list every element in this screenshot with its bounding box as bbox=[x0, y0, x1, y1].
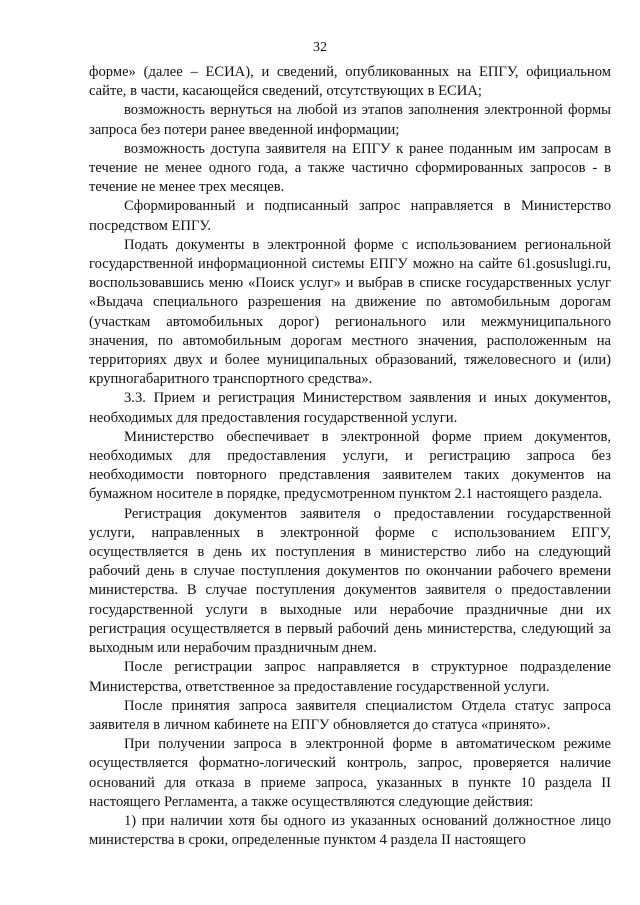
paragraph-access-to-requests: возможность доступа заявителя на ЕПГУ к ранее поданным им запросам в течение не менее одного года, а также частично сформированных запросов - в течение не менее трех месяцев. bbox=[89, 140, 611, 196]
paragraph-esia-continuation: форме» (далее – ЕСИА), и сведений, опубликованных на ЕПГУ, официальном сайте, в части, касающейся сведений, отсутствующих в ЕСИА; bbox=[89, 64, 611, 100]
paragraph-request-sent: Сформированный и подписанный запрос направляется в Министерство посредством ЕПГУ. bbox=[89, 198, 611, 234]
paragraph-registration: Регистрация документов заявителя о предоставлении государственной услуги, направленных в электронной форме с использованием ЕПГУ, осуществляется в день их поступления в министерство либо на следующий рабочий день в случае поступления документов по окончании рабочего времени министерства. В случае поступления документов заявителя о предоставлении государственной услуги в выходные или нерабочие праздничные дни их регистрация осуществляется в первый рабочий день министерства, следующий за выходным или нерабочим праздничным днем. bbox=[89, 505, 611, 657]
paragraph-after-registration: После регистрации запрос направляется в структурное подразделение Министерства, ответственное за предоставление государственной услуги. bbox=[89, 659, 611, 695]
paragraph-status-accepted: После принятия запроса заявителя специалистом Отдела статус запроса заявителя в личном кабинете на ЕПГУ обновляется до статуса «принято». bbox=[89, 697, 611, 733]
paragraph-return-to-stage: возможность вернуться на любой из этапов заполнения электронной формы запроса без потери ранее введенной информации; bbox=[89, 102, 611, 138]
paragraph-item-1: 1) при наличии хотя бы одного из указанных оснований должностное лицо министерства в сроки, определенные пунктом 4 раздела II настоящего bbox=[89, 812, 611, 849]
paragraph-section-3-3: 3.3. Прием и регистрация Министерством заявления и иных документов, необходимых для предоставления государственной услуги. bbox=[89, 390, 611, 426]
paragraph-ministry-provides: Министерство обеспечивает в электронной форме прием документов, необходимых для предоставления услуги, и регистрацию запроса без необходимости повторного представления заявителем таких документов на бумажном носителе в порядке, предусмотренном пунктом 2.1 настоящего раздела. bbox=[89, 428, 611, 503]
page-number: 32 bbox=[313, 40, 327, 55]
paragraph-submit-electronic: Подать документы в электронной форме с использованием региональной государственной информационной системы ЕПГУ можно на сайте 61.gosuslugi.ru, воспользовавшись меню «Поиск услуг» и выбрав в списке государственных услуг «Выдача специального разрешения на движение по автомобильным дорогам (участкам автомобильных дорог) регионального или межмуниципального значения, по автомобильным дорогам местного значения, расположенным на территориях двух и более муниципальных образований, тяжеловесного и (или) крупногабаритного транспортного средства». bbox=[89, 236, 611, 388]
body-text bbox=[89, 63, 611, 850]
paragraph-format-control: При получении запроса в электронной форме в автоматическом режиме осуществляется форматно-логический контроль, запрос, проверяется наличие оснований для отказа в приеме запроса, указанных в пункте 10 раздела II настоящего Регламента, а также осуществляются следующие действия: bbox=[89, 736, 611, 810]
